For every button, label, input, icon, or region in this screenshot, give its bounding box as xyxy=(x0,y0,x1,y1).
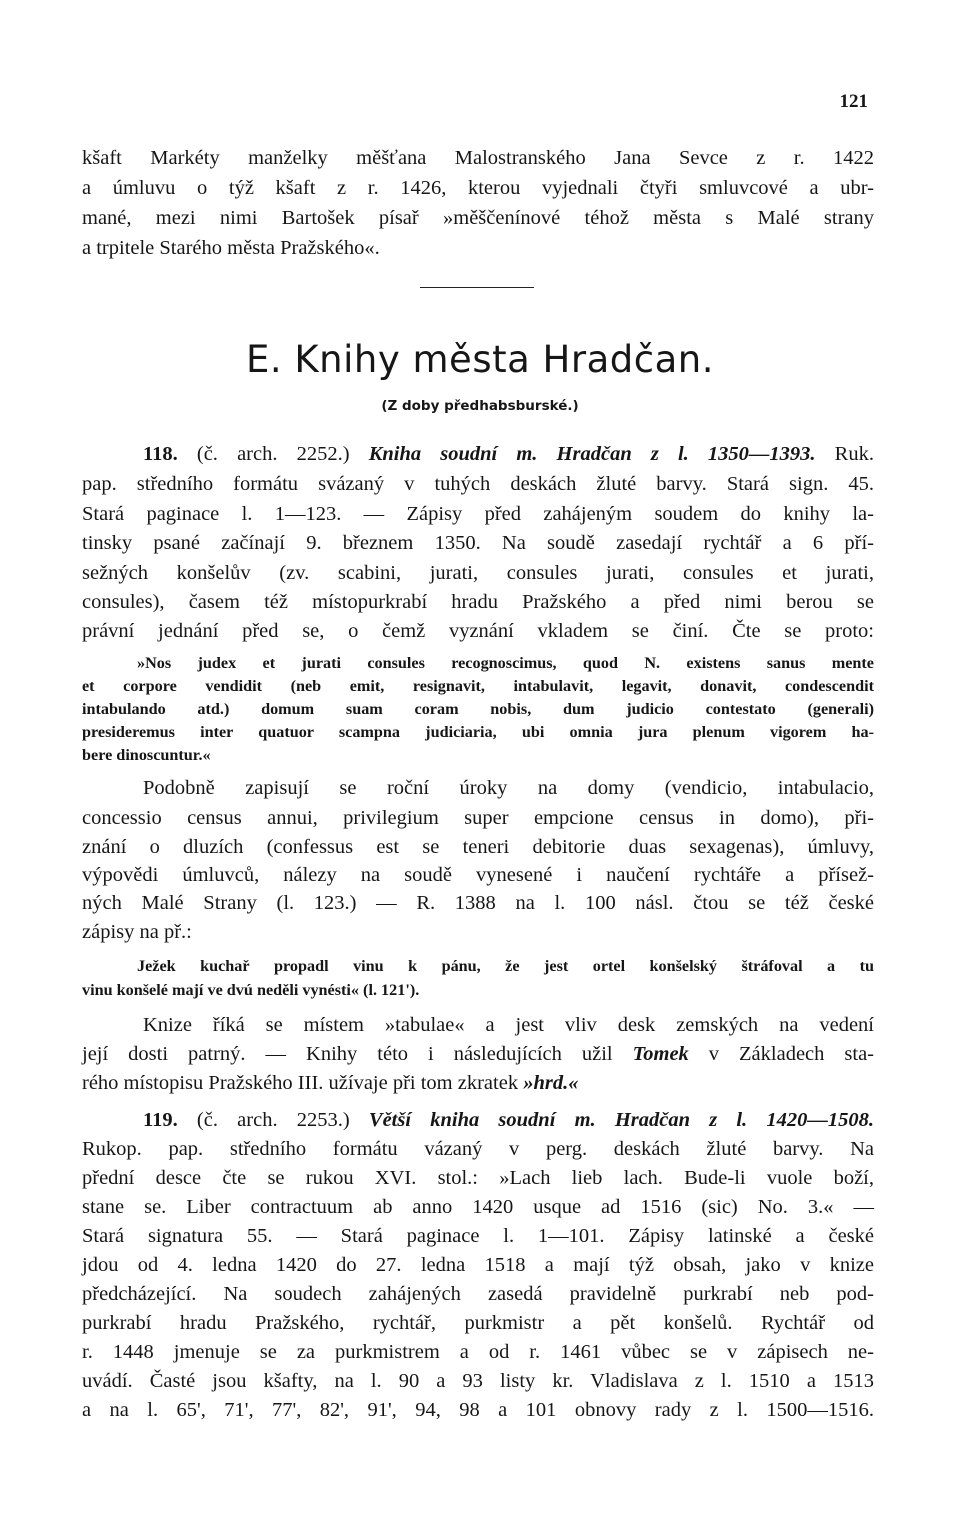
paragraph-line xyxy=(82,1041,874,1068)
entry-archive-ref: (č. arch. 2253.) xyxy=(177,1109,369,1131)
intro-line: a trpitele Starého města Pražského«. xyxy=(82,237,380,259)
entry-title: Kniha soudní m. Hradčan z l. 1350—1393. xyxy=(368,443,816,465)
entry-119-line: Rukop. pap. středního formátu vázaný v perg. deskách žluté barvy. Na xyxy=(82,1138,874,1160)
entry-118-heading xyxy=(143,441,874,468)
paragraph-text: rého místopisu Pražského III. užívaje při tom zkratek xyxy=(82,1072,524,1094)
entry-119-line: uvádí. Časté jsou kšafty, na l. 90 a 93 listy kr. Vladislava z l. 1510 a 1513 xyxy=(82,1370,874,1392)
entry-number: 119. xyxy=(143,1109,178,1131)
paragraph-line: ných Malé Strany (l. 123.) — R. 1388 na l. 100 násl. čtou se též české xyxy=(82,892,874,914)
section-subtitle: (Z doby předhabsburské.) xyxy=(381,398,579,414)
entry-119-line: r. 1448 jmenuje se za purkmistrem a od r. 1461 vůbec se v zápisech ne- xyxy=(82,1341,874,1363)
intro-line: kšaft Markéty manželky měšťana Malostranského Jana Sevce z r. 1422 xyxy=(82,147,874,169)
section-title: E. Knihy města Hradčan. xyxy=(246,338,714,381)
paragraph-line: znání o dluzích (confessus est se teneri debitorie duas sexagenas), úmluvy, xyxy=(82,836,874,858)
entry-118-line: consules), časem též místopurkrabí hradu Pražského a před nimi berou se xyxy=(82,591,874,613)
quote-line: »Nos judex et jurati consules recognoscimus, quod N. existens sanus mente xyxy=(137,654,874,672)
entry-archive-ref: (č. arch. 2252.) xyxy=(177,443,369,465)
entry-119-line: stane se. Liber contractuum ab anno 1420 usque ad 1516 (sic) No. 3.« — xyxy=(82,1196,874,1218)
intro-line: a úmluvu o týž kšaft z r. 1426, kterou vyjednali čtyři smluvcové a ubr- xyxy=(82,177,874,199)
entry-119-heading xyxy=(143,1107,874,1134)
entry-119-line: a na l. 65', 71', 77', 82', 91', 94, 98 a 101 obnovy rady z l. 1500—1516. xyxy=(82,1399,874,1421)
paragraph-text: její dosti patrný. — Knihy této i následujících užil xyxy=(82,1043,633,1065)
entry-title: Větší kniha soudní m. Hradčan z l. 1420—1508. xyxy=(368,1109,874,1131)
entry-118-line: právní jednání před se, o čemž vyznání vkladem se činí. Čte se proto: xyxy=(82,620,874,642)
paragraph-line: concessio census annui, privilegium super empcione census in domo), při- xyxy=(82,807,874,829)
paragraph-line: Podobně zapisují se roční úroky na domy (vendicio, intabulacio, xyxy=(143,777,874,799)
paragraph-line xyxy=(82,1070,874,1097)
quote-line: intabulando atd.) domum suam coram nobis, dum judicio contestato (generali) xyxy=(82,700,874,718)
section-divider xyxy=(420,287,534,288)
entry-118-line: pap. středního formátu svázaný v tuhých deskách žluté barvy. Stará sign. 45. xyxy=(82,473,874,495)
paragraph-line: zápisy na př.: xyxy=(82,921,192,943)
quote-line: presideremus inter quatuor scampna judiciaria, ubi omnia jura plenum vigorem ha- xyxy=(82,723,874,741)
author-name: Tomek xyxy=(632,1043,689,1065)
entry-119-line: přední desce čte se rukou XVI. stol.: »Lach lieb lach. Bude-li vuole boží, xyxy=(82,1167,874,1189)
entry-118-line: tinsky psané začínají 9. březnem 1350. Na soudě zasedají rychtář a 6 pří- xyxy=(82,532,874,554)
abbreviation: »hrd.« xyxy=(523,1072,579,1094)
quote-line: vinu konšelé mají ve dvú neděli vynésti« (l. 121'). xyxy=(82,981,420,999)
entry-119-line: Stará signatura 55. — Stará paginace l. 1—101. Zápisy latinské a české xyxy=(82,1225,874,1247)
paragraph-line: výpovědi úmluvců, nálezy na soudě vynesené i naučení rychtáře a přísež- xyxy=(82,864,874,886)
quote-line: et corpore vendidit (neb emit, resignavit, intabulavit, legavit, donavit, condescendit xyxy=(82,677,874,695)
intro-line: mané, mezi nimi Bartošek písař »měščenínové téhož města s Malé strany xyxy=(82,207,874,229)
page-number: 121 xyxy=(839,91,868,112)
quote-line: Ježek kuchař propadl vinu k pánu, že jest ortel konšelský štráfoval a tu xyxy=(137,957,874,975)
paragraph-text: v Základech sta- xyxy=(688,1043,874,1065)
entry-number: 118. xyxy=(143,443,178,465)
entry-119-line: purkrabí hradu Pražského, rychtář, purkmistr a pět konšelů. Rychtář od xyxy=(82,1312,874,1334)
quote-line: bere dinoscuntur.« xyxy=(82,746,211,764)
entry-119-line: jdou od 4. ledna 1420 do 27. ledna 1518 a mají týž obsah, jako v knize xyxy=(82,1254,874,1276)
entry-119-line: předcházející. Na soudech zahájených zasedá pravidelně purkrabí neb pod- xyxy=(82,1283,874,1305)
entry-text: Ruk. xyxy=(815,443,874,465)
entry-118-line: sežných konšelův (zv. scabini, jurati, consules jurati, consules et jurati, xyxy=(82,562,874,584)
paragraph-line: Knize říká se místem »tabulae« a jest vliv desk zemských na vedení xyxy=(143,1014,874,1036)
entry-118-line: Stará paginace l. 1—123. — Zápisy před zahájeným soudem do knihy la- xyxy=(82,503,874,525)
